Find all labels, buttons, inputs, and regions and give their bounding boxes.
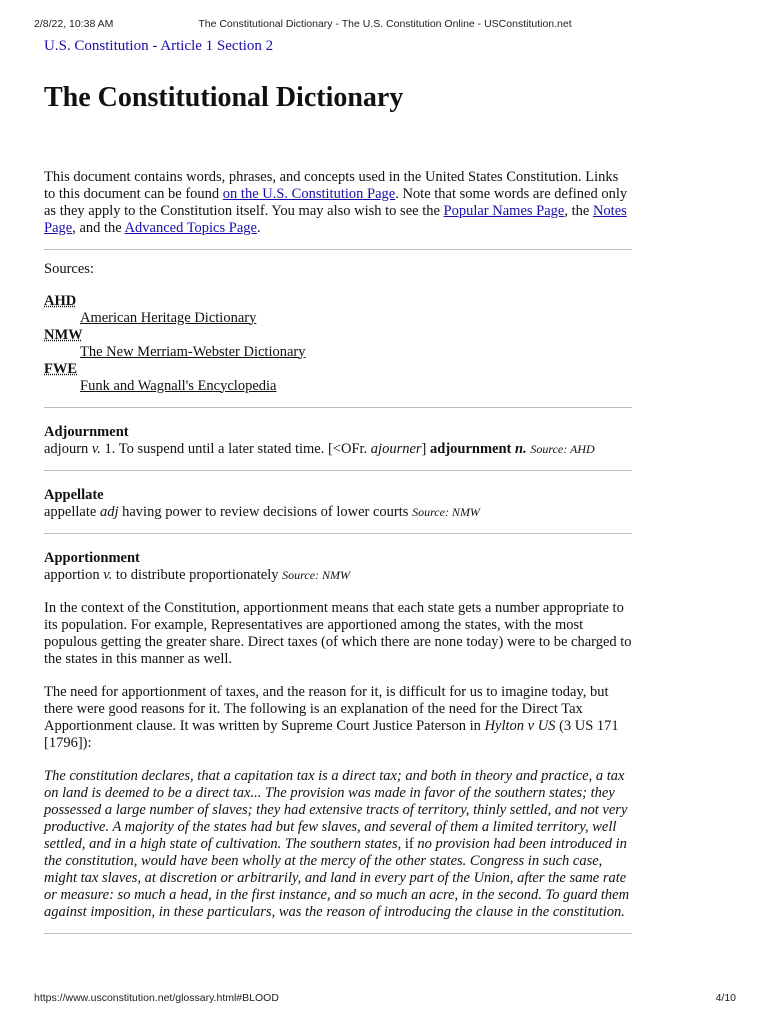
apportionment-paragraph: The need for apportionment of taxes, and the reason for it, is difficult for us to imagine today, but there were good reasons for it. The following is an explanation of the need for the Direct Tax Apportionment clause. It was written by Supreme Court Justice Paterson in Hylton v US (3 US 171 [1796]):: [44, 683, 619, 751]
print-header: [34, 18, 736, 32]
intro-paragraph: [44, 169, 632, 237]
source-name-ahd: American Heritage Dictionary: [80, 309, 257, 326]
divider: [44, 407, 632, 408]
divider: [44, 470, 632, 471]
term-heading: Appellate: [44, 486, 104, 503]
source-abbr-ahd: AHD: [44, 292, 77, 309]
divider: [44, 249, 632, 250]
popular-names-link[interactable]: Popular Names Page: [443, 202, 565, 219]
paterson-quote: The constitution declares, that a capitation tax is a direct tax; and both in theory and practice, a tax on land is deemed to be a direct tax... The provision was made in favor of the southern states; they possessed a large number of slaves; they had extensive tracts of territory, thinly settled, and not very productive. A majority of the states had but few slaves, and several of them a limited territory, well settled, and in a high state of cultivation. The southern states, if no provision had been introduced in the constitution, would have been wholly at the mercy of the other states. Congress in such case, might tax slaves, at discretion or arbitrarily, and land in every part of the Union, after the same rate or measure: so much a head, in the first instance, and so much an acre, in the second. To guard them against imposition, in these particulars, was the reason of introducing the clause in the constitution.: [44, 767, 630, 920]
source-note: Source: NMW: [282, 567, 351, 582]
sources-label: Sources:: [44, 260, 94, 277]
intro-text: , and the: [72, 219, 125, 236]
term-heading: Apportionment: [44, 549, 140, 566]
source-abbr-nmw: NMW: [44, 326, 83, 343]
intro-text: .: [256, 219, 261, 236]
intro-text: . Note that some words are defined only as they apply to the Constitution itself. You may also wish to see the: [44, 185, 628, 219]
entry-adjournment: [44, 424, 632, 458]
apportionment-paragraph: In the context of the Constitution, apportionment means that each state gets a number appropriate to its population. For example, Representatives are apportioned among the states, with the most populous getting the greater share. Direct taxes (of which there are none today) were to be charged to the states in this manner as well.: [44, 599, 632, 667]
term-heading: Adjournment: [44, 423, 129, 440]
entry-appellate: [44, 487, 632, 521]
divider: [44, 933, 632, 934]
print-footer: [34, 992, 736, 1006]
source-name-nmw: The New Merriam-Webster Dictionary: [80, 343, 306, 360]
notes-page-link[interactable]: Notes Page: [44, 202, 627, 236]
constitution-page-link[interactable]: on the U.S. Constitution Page: [222, 185, 396, 202]
source-note: Source: AHD: [530, 441, 595, 456]
page-content: [44, 36, 632, 934]
entry-apportionment: [44, 550, 632, 921]
breadcrumb-link[interactable]: U.S. Constitution - Article 1 Section 2: [44, 38, 274, 54]
intro-text: This document contains words, phrases, and concepts used in the United States Constitution. Links to this document can be found: [44, 168, 619, 202]
source-abbr-fwe: FWE: [44, 360, 78, 377]
print-url: https://www.usconstitution.net/glossary.html#BLOOD: [34, 992, 279, 1004]
intro-text: , the: [564, 202, 593, 219]
source-name-fwe: Funk and Wagnall's Encyclopedia: [80, 377, 277, 394]
print-datetime: 2/8/22, 10:38 AM: [34, 18, 114, 30]
source-note: Source: NMW: [412, 504, 480, 519]
print-page-title: The Constitutional Dictionary - The U.S. Constitution Online - USConstitution.net: [198, 18, 572, 30]
advanced-topics-link[interactable]: Advanced Topics Page: [124, 219, 257, 236]
print-page-number: 4/10: [715, 992, 736, 1004]
definition: apportion v. to distribute proportionately Source: NMW: [44, 566, 351, 583]
definition: adjourn v. 1. To suspend until a later stated time. [<OFr. ajourner] adjournment n. Source: AHD: [44, 440, 595, 457]
sources-list: [44, 293, 632, 395]
definition: appellate adj having power to review decisions of lower courts Source: NMW: [44, 503, 480, 520]
divider: [44, 533, 632, 534]
page-title: The Constitutional Dictionary: [44, 82, 404, 113]
